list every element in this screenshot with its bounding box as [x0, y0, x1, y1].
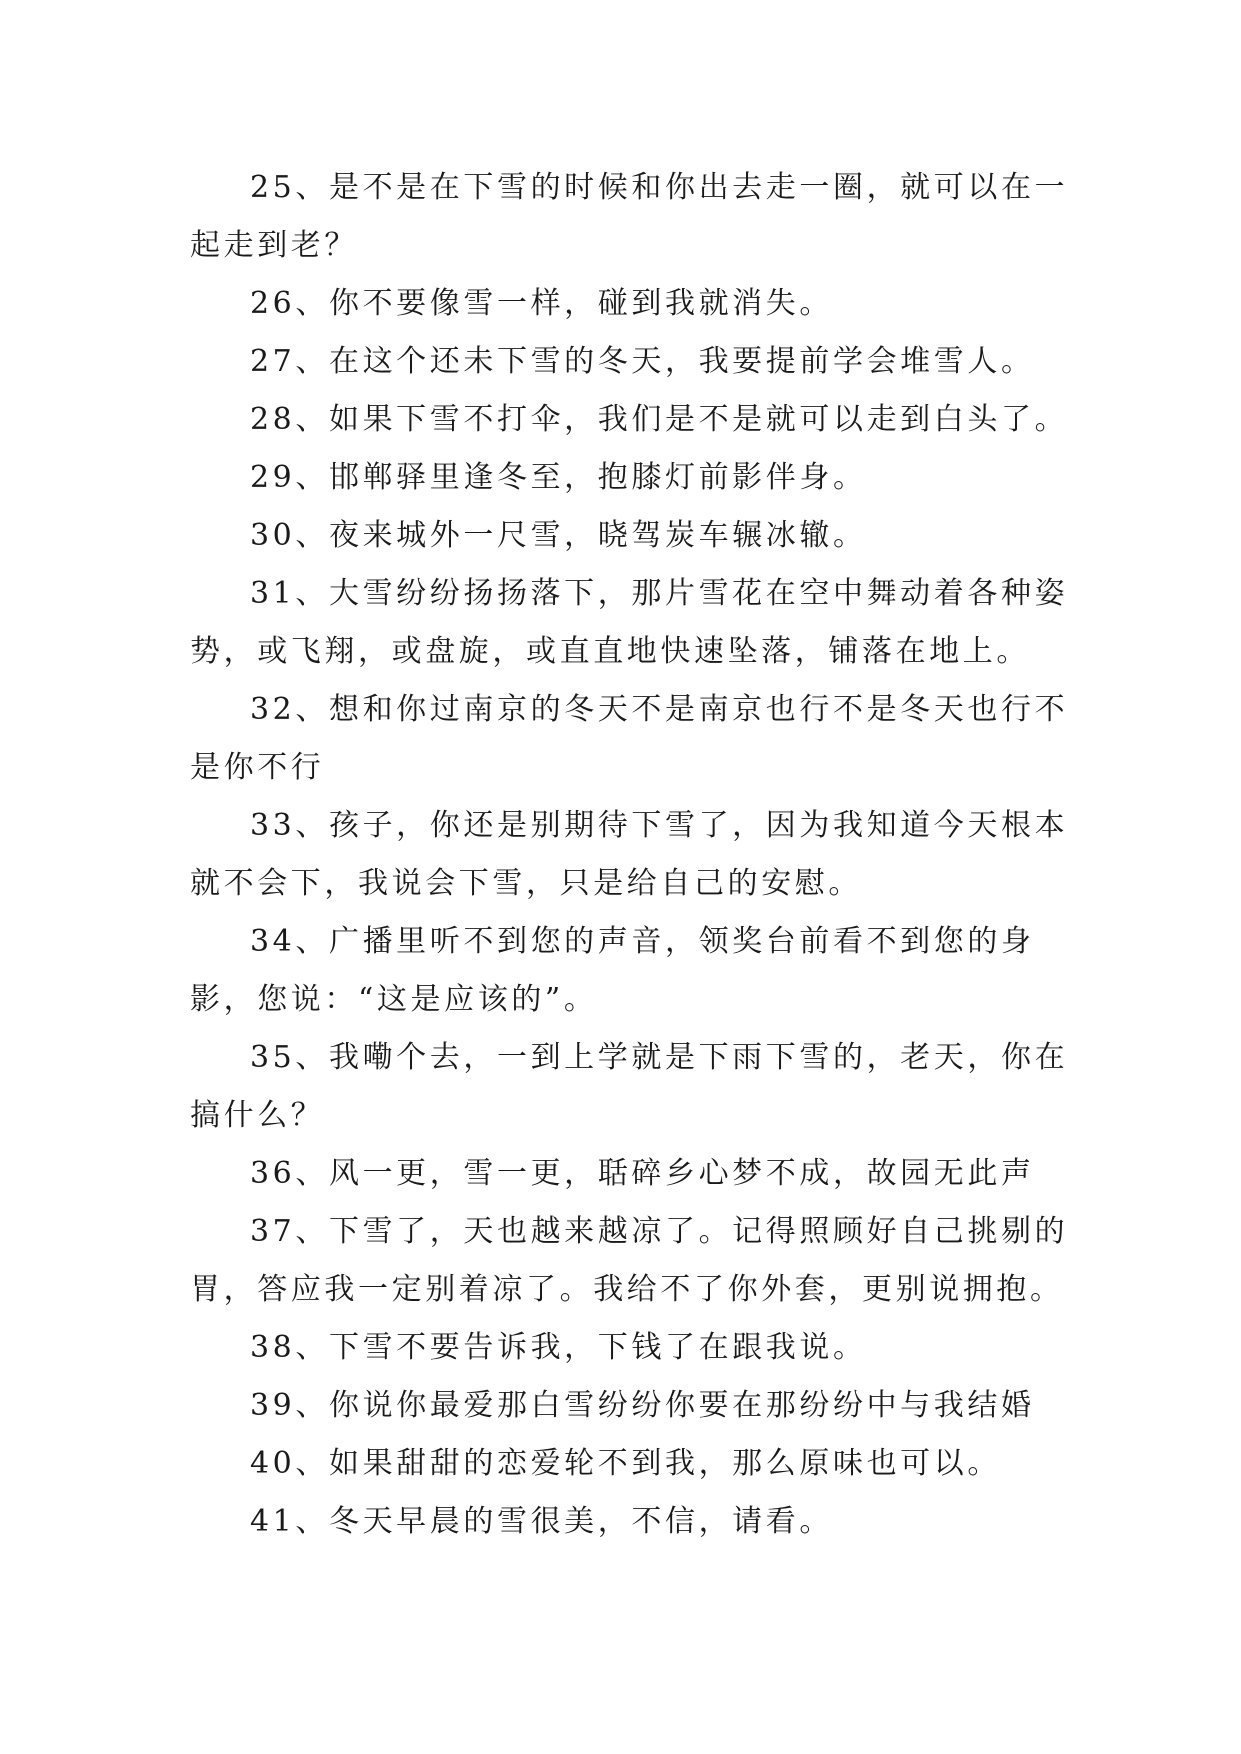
list-item: 29、邯郸驿里逢冬至，抱膝灯前影伴身。	[250, 460, 867, 495]
list-item: 33、孩子，你还是别期待下雪了，因为我知道今天根本就不会下，我说会下雪，只是给自己的安慰。	[190, 808, 1069, 901]
list-item: 41、冬天早晨的雪很美，不信，请看。	[250, 1504, 833, 1539]
list-item: 36、风一更，雪一更，聒碎乡心梦不成，故园无此声	[250, 1156, 1035, 1191]
list-item: 27、在这个还未下雪的冬天，我要提前学会堆雪人。	[250, 344, 1035, 379]
list-item: 40、如果甜甜的恋爱轮不到我，那么原味也可以。	[250, 1446, 1001, 1481]
list-item: 26、你不要像雪一样，碰到我就消失。	[250, 286, 833, 321]
list-item: 35、我嘞个去，一到上学就是下雨下雪的，老天，你在搞什么？	[190, 1040, 1069, 1133]
list-item: 25、是不是在下雪的时候和你出去走一圈，就可以在一起走到老？	[190, 170, 1069, 263]
list-item: 34、广播里听不到您的声音，领奖台前看不到您的身影，您说：“这是应该的”。	[190, 924, 1035, 1017]
list-item: 30、夜来城外一尺雪，晓驾炭车辗冰辙。	[250, 518, 867, 553]
list-item: 28、如果下雪不打伞，我们是不是就可以走到白头了。	[250, 402, 1069, 437]
list-item: 31、大雪纷纷扬扬落下，那片雪花在空中舞动着各种姿势，或飞翔，或盘旋，或直直地快速坠落，铺落在地上。	[190, 576, 1069, 669]
list-item: 38、下雪不要告诉我，下钱了在跟我说。	[250, 1330, 867, 1365]
list-item: 32、想和你过南京的冬天不是南京也行不是冬天也行不是你不行	[190, 692, 1069, 785]
list-item: 39、你说你最爱那白雪纷纷你要在那纷纷中与我结婚	[250, 1388, 1035, 1423]
list-item: 37、下雪了，天也越来越凉了。记得照顾好自己挑剔的胃，答应我一定别着凉了。我给不了你外套，更别说拥抱。	[190, 1214, 1069, 1307]
document-body	[190, 159, 1070, 1551]
